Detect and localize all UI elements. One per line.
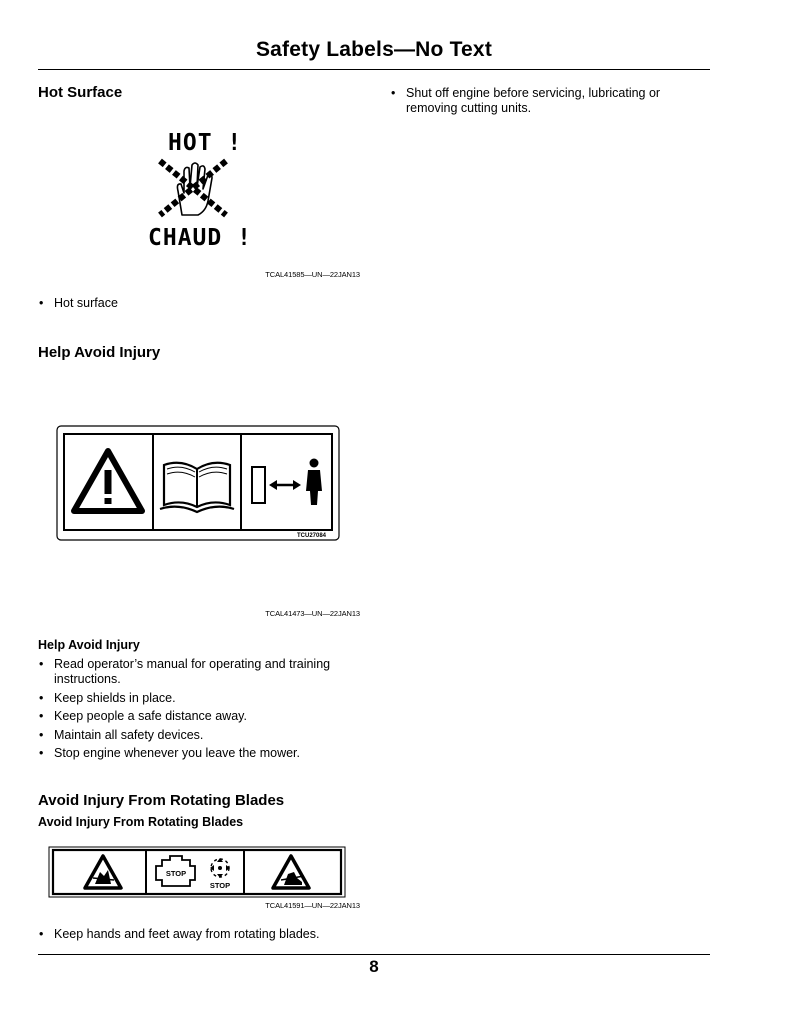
- stop-label-2: STOP: [209, 881, 231, 890]
- hot-label-text: HOT !: [168, 130, 243, 156]
- hot-surface-heading: Hot Surface: [38, 84, 123, 101]
- rotating-blades-heading: Avoid Injury From Rotating Blades: [38, 792, 285, 809]
- rotating-blades-subheading: Avoid Injury From Rotating Blades: [38, 815, 244, 829]
- help-avoid-injury-decal: [56, 425, 340, 541]
- rotating-blades-decal: [48, 846, 346, 898]
- hot-surface-caption: TCAL41585—UN—22JAN13: [265, 270, 360, 279]
- hot-surface-label-image: [140, 125, 270, 255]
- list-item: • Keep people a safe distance away.: [38, 709, 358, 724]
- list-item: • Keep hands and feet away from rotating blades.: [38, 927, 358, 942]
- right-column-bullets: [390, 86, 690, 120]
- rotating-blades-bullets: [38, 927, 358, 946]
- crossed-hand-icon: [154, 157, 234, 219]
- help-avoid-injury-caption: TCAL41473—UN—22JAN13: [265, 609, 360, 618]
- page-number: 8: [369, 957, 379, 976]
- footer-rule: [38, 954, 710, 955]
- page-title: Safety Labels—No Text: [255, 38, 493, 61]
- help-avoid-injury-bullets: [38, 657, 358, 765]
- list-item: • Shut off engine before servicing, lubricating or removing cutting units.: [390, 86, 690, 116]
- hot-surface-bullets: [38, 296, 358, 315]
- header-rule: [38, 69, 710, 70]
- decal-code: TCU27084: [296, 533, 326, 539]
- help-avoid-injury-subheading: Help Avoid Injury: [38, 638, 140, 652]
- help-avoid-injury-heading: Help Avoid Injury: [38, 344, 161, 361]
- list-item: • Keep shields in place.: [38, 691, 358, 706]
- list-item: • Hot surface: [38, 296, 358, 311]
- list-item: • Read operator’s manual for operating and training instructions.: [38, 657, 358, 687]
- list-item: • Stop engine whenever you leave the mower.: [38, 746, 358, 761]
- chaud-label-text: CHAUD !: [148, 225, 252, 251]
- rotating-blades-caption: TCAL41591—UN—22JAN13: [265, 901, 360, 910]
- stop-label-1: STOP: [165, 869, 187, 878]
- list-item: • Maintain all safety devices.: [38, 728, 358, 743]
- stop-engine-icon: [156, 856, 195, 886]
